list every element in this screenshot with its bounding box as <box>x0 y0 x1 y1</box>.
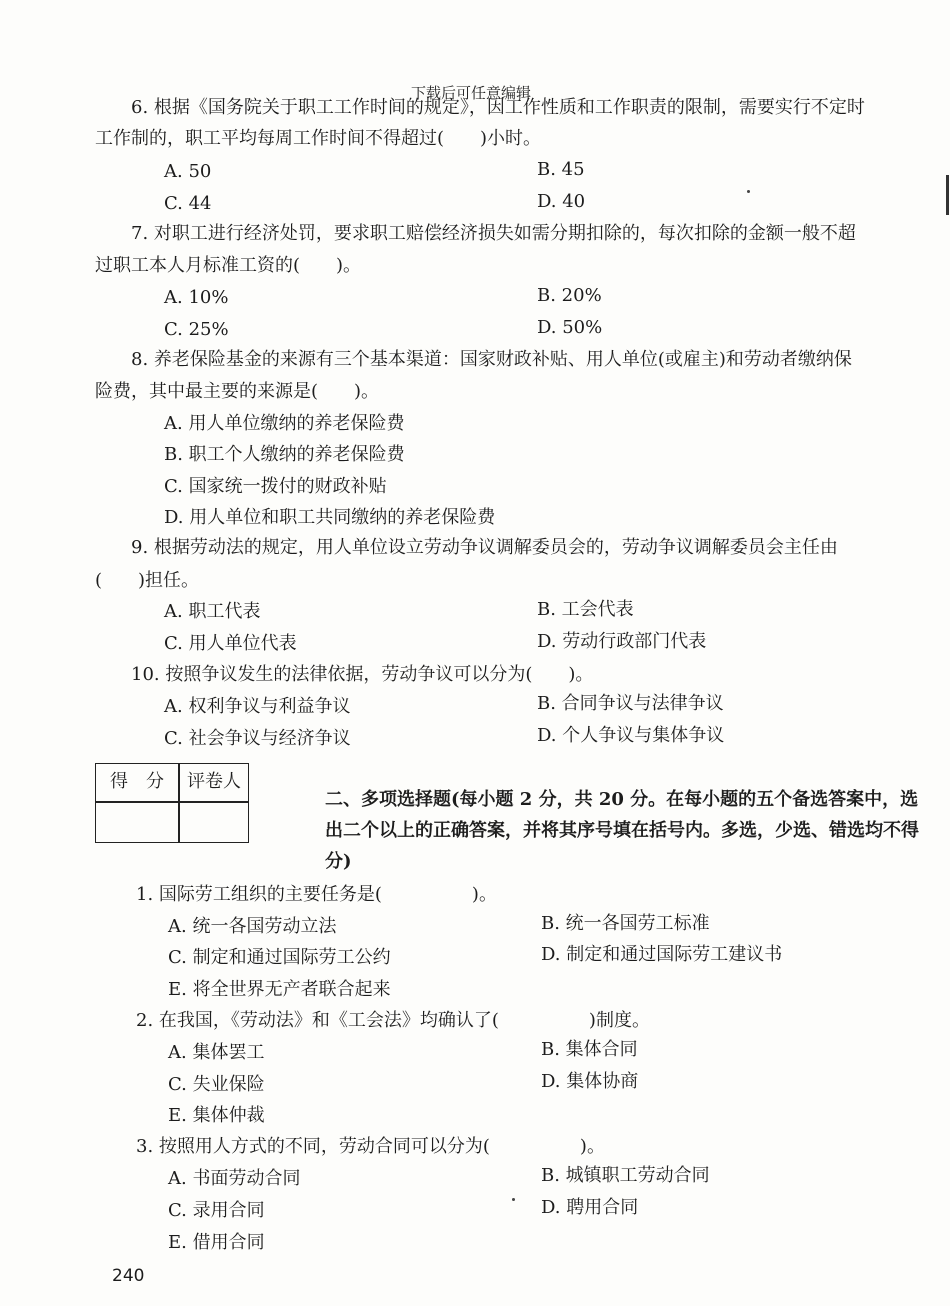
grader-label: 评卷人 <box>187 771 241 792</box>
m3-option-b: B. 城镇职工劳动合同 <box>541 1165 710 1186</box>
q10-option-c: C. 社会争议与经济争议 <box>164 728 351 749</box>
q9-option-b: B. 工会代表 <box>537 599 634 620</box>
watermark-text: 下载后可任意编辑 <box>411 84 532 102</box>
m2-option-e: E. 集体仲裁 <box>168 1105 265 1126</box>
q9-stem-line1: 9. 根据劳动法的规定，用人单位设立劳动争议调解委员会的，劳动争议调解委员会主任由 <box>131 537 838 558</box>
q7-option-a: A. 10% <box>164 287 229 308</box>
section2-title: 二、多项选择题(每小题 2 分，共 20 分。在每小题的五个备选答案中，选出二个以上的正确答案，并将其序号填在括号内。多选，少选、错选均不得分) <box>325 789 919 872</box>
q6-option-b: B. 45 <box>537 159 585 180</box>
q7-option-d: D. 50% <box>537 317 603 338</box>
q10-stem-line1: 10. 按照争议发生的法律依据，劳动争议可以分为( )。 <box>131 664 594 685</box>
score-box-divider-horizontal <box>96 801 248 803</box>
m3-option-a: A. 书面劳动合同 <box>168 1168 301 1189</box>
q7-option-b: B. 20% <box>537 285 602 306</box>
q6-option-a: A. 50 <box>164 161 212 182</box>
q10-option-b: B. 合同争议与法律争议 <box>537 693 724 714</box>
q7-stem-line2: 过职工本人月标准工资的( )。 <box>95 255 362 276</box>
score-label: 得 分 <box>110 771 164 792</box>
q10-option-d: D. 个人争议与集体争议 <box>537 725 725 746</box>
q8-option-a: A. 用人单位缴纳的养老保险费 <box>164 413 405 434</box>
page-number: 240 <box>112 1266 145 1286</box>
q6-stem-line2: 工作制的，职工平均每周工作时间不得超过( )小时。 <box>95 128 542 149</box>
m2-option-c: C. 失业保险 <box>168 1074 265 1095</box>
q8-option-d: D. 用人单位和职工共同缴纳的养老保险费 <box>164 507 496 528</box>
q7-option-c: C. 25% <box>164 319 229 340</box>
score-box <box>95 763 249 843</box>
q7-stem-line1: 7. 对职工进行经济处罚，要求职工赔偿经济损失如需分期扣除的，每次扣除的金额一般不超 <box>131 223 856 244</box>
q8-stem-line2: 险费，其中最主要的来源是( )。 <box>95 381 380 402</box>
q8-option-b: B. 职工个人缴纳的养老保险费 <box>164 444 405 465</box>
m3-option-c: C. 录用合同 <box>168 1200 265 1221</box>
m1-stem: 1. 国际劳工组织的主要任务是( )。 <box>136 884 497 905</box>
q9-stem-line2: ( )担任。 <box>95 570 200 591</box>
q9-option-d: D. 劳动行政部门代表 <box>537 631 707 652</box>
scan-speck <box>747 190 750 193</box>
scan-edge-mark <box>946 175 949 215</box>
q10-option-a: A. 权利争议与利益争议 <box>164 696 351 717</box>
scan-speck <box>512 1198 515 1201</box>
m1-option-a: A. 统一各国劳动立法 <box>168 916 337 937</box>
m3-option-e: E. 借用合同 <box>168 1232 265 1253</box>
m2-option-d: D. 集体协商 <box>541 1071 639 1092</box>
q6-option-d: D. 40 <box>537 191 586 212</box>
score-box-divider-vertical <box>178 764 180 842</box>
m1-option-b: B. 统一各国劳工标准 <box>541 913 710 934</box>
m2-option-b: B. 集体合同 <box>541 1039 638 1060</box>
m2-stem: 2. 在我国，《劳动法》和《工会法》均确认了( )制度。 <box>136 1010 650 1031</box>
q8-stem-line1: 8. 养老保险基金的来源有三个基本渠道：国家财政补贴、用人单位(或雇主)和劳动者缴纳保 <box>131 349 852 370</box>
m1-option-e: E. 将全世界无产者联合起来 <box>168 979 391 1000</box>
m1-option-d: D. 制定和通过国际劳工建议书 <box>541 944 783 965</box>
m3-stem: 3. 按照用人方式的不同，劳动合同可以分为( )。 <box>136 1136 605 1157</box>
q9-option-c: C. 用人单位代表 <box>164 633 297 654</box>
m2-option-a: A. 集体罢工 <box>168 1042 265 1063</box>
m3-option-d: D. 聘用合同 <box>541 1197 639 1218</box>
q6-stem-line1: 6. 根据《国务院关于职工工作时间的规定》，因工作性质和工作职责的限制，需要实行不定时 <box>131 97 865 118</box>
q6-option-c: C. 44 <box>164 193 212 214</box>
m1-option-c: C. 制定和通过国际劳工公约 <box>168 947 391 968</box>
q8-option-c: C. 国家统一拨付的财政补贴 <box>164 476 387 497</box>
q9-option-a: A. 职工代表 <box>164 601 261 622</box>
